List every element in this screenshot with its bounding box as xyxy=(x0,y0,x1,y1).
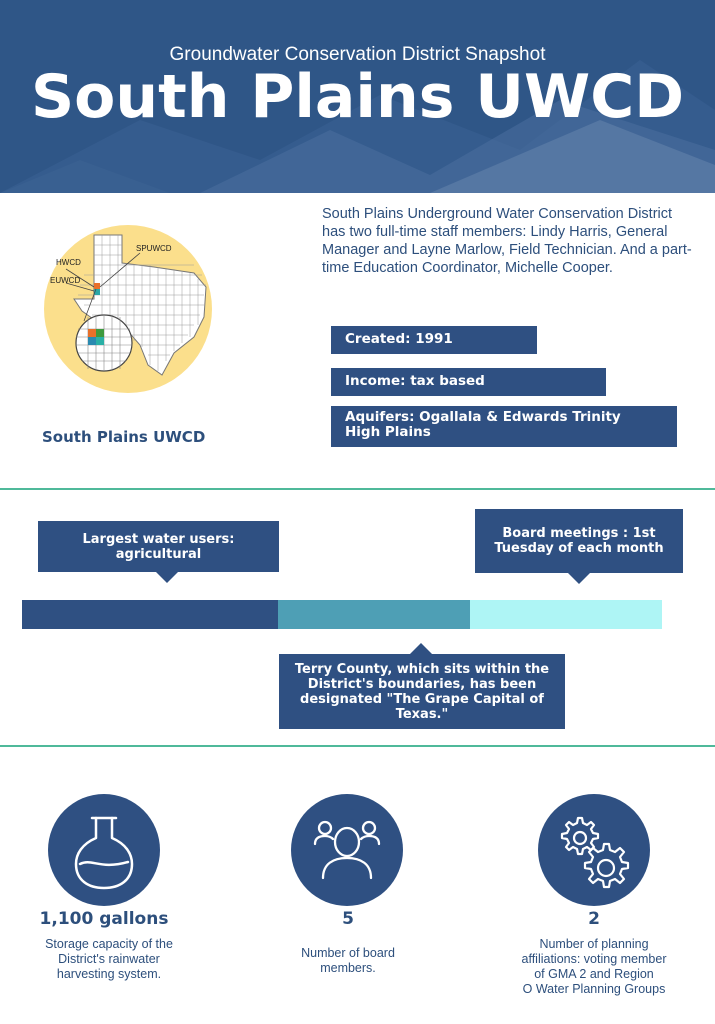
grape-capital-line3: designated "The Grape Capital of xyxy=(300,691,544,707)
aquifers-text-line1: Aquifers: Ogallala & Edwards Trinity xyxy=(345,409,621,425)
stat-value-board: 5 xyxy=(342,909,354,929)
stat-desc-storage-line3: harvesting system. xyxy=(56,967,162,981)
grape-capital-line2: District's boundaries, has been xyxy=(307,676,537,692)
stat-circle-affiliations xyxy=(538,794,650,906)
grape-capital-pointer xyxy=(410,643,432,654)
flask-icon xyxy=(48,794,160,906)
income-badge xyxy=(331,368,606,396)
gears-icon xyxy=(538,794,650,906)
created-badge xyxy=(331,326,537,354)
stat-circle-storage xyxy=(48,794,160,906)
largest-users-callout xyxy=(38,521,279,572)
timeline-bar-segment-2 xyxy=(278,600,470,629)
stat-desc-storage-line2: District's rainwater xyxy=(58,952,160,966)
stat-desc-affiliations-line2: affiliations: voting member xyxy=(521,952,667,966)
stat-value-affiliations: 2 xyxy=(588,909,600,929)
grape-capital-line4: Texas." xyxy=(395,706,449,722)
stat-desc-affiliations-line4: O Water Planning Groups xyxy=(522,982,666,996)
stat-desc-board-line1: Number of board xyxy=(301,946,395,960)
stat-desc-affiliations xyxy=(498,937,690,997)
people-icon xyxy=(291,794,403,906)
section-divider-bottom xyxy=(0,745,715,747)
stat-circle-board xyxy=(291,794,403,906)
stat-desc-board xyxy=(262,946,434,976)
map-label-euwcd: EUWCD xyxy=(50,276,81,285)
board-meetings-line2: Tuesday of each month xyxy=(494,541,664,556)
largest-users-line2: agricultural xyxy=(115,546,202,562)
texas-map-graphic xyxy=(44,225,212,393)
map-label-spuwcd: SPUWCD xyxy=(136,244,172,253)
income-text: Income: tax based xyxy=(345,373,485,389)
stat-desc-affiliations-line1: Number of planning xyxy=(539,937,649,951)
timeline-bar-segment-3 xyxy=(470,600,662,629)
board-meetings-line1: Board meetings : 1st xyxy=(502,526,656,541)
grape-capital-line1: Terry County, which sits within the xyxy=(294,661,550,677)
board-meetings-callout xyxy=(475,509,683,573)
header-banner xyxy=(0,0,715,193)
district-description: South Plains Underground Water Conservation District has two full-time staff members: Lindy Harris, General Manager and Layne Marlow, Field Technician. And a part-time Education Coordinator, Michelle Cooper. xyxy=(322,206,692,276)
stat-desc-board-line2: members. xyxy=(320,961,376,975)
stat-desc-storage-line1: Storage capacity of the xyxy=(45,937,173,951)
timeline-bar-segment-1 xyxy=(22,600,278,629)
aquifers-text-line2: High Plains xyxy=(345,424,431,440)
section-divider-top xyxy=(0,488,715,490)
stat-value-storage: 1,100 gallons xyxy=(39,909,169,929)
stat-desc-affiliations-line3: of GMA 2 and Region xyxy=(534,967,654,981)
page-title: South Plains UWCD xyxy=(30,62,685,132)
largest-users-line1: Largest water users: xyxy=(82,531,235,547)
board-meetings-pointer xyxy=(568,573,590,584)
header-subtitle: Groundwater Conservation District Snapshot xyxy=(169,44,546,65)
map-label-hwcd: HWCD xyxy=(56,258,81,267)
created-text: Created: 1991 xyxy=(345,331,453,347)
texas-map-illustration xyxy=(44,225,219,393)
map-caption: South Plains UWCD xyxy=(42,428,206,446)
grape-capital-callout xyxy=(279,654,565,729)
largest-users-pointer xyxy=(156,572,178,583)
stat-desc-storage xyxy=(18,937,200,982)
aquifers-badge xyxy=(331,406,677,447)
